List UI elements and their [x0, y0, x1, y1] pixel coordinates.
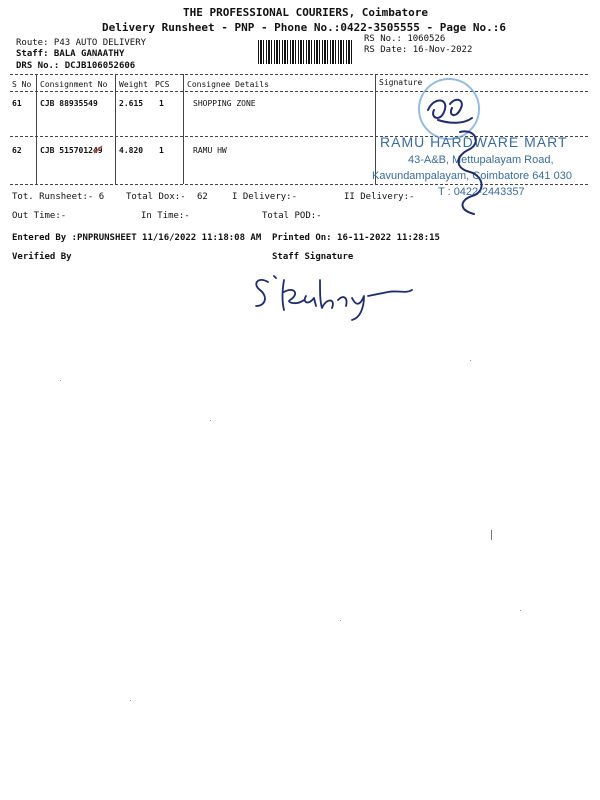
- in-time: In Time:-: [141, 211, 190, 221]
- total-dox-value: 62: [197, 192, 208, 202]
- row-weight: 4.820: [119, 146, 144, 155]
- staff-label: Staff: BALA GANAATHY: [16, 49, 125, 59]
- staff-signature-label: Staff Signature: [272, 252, 354, 262]
- drs-number: DRS No.: DCJB106052606: [16, 61, 136, 71]
- stamp-phone: T : 0422-2443357: [438, 186, 525, 198]
- col-header-consignee: Consignee Details: [187, 80, 269, 89]
- row-sno: 62: [12, 146, 22, 155]
- receiver-signature-icon: [420, 88, 500, 223]
- printed-on: Printed On: 16-11-2022 11:28:15: [272, 233, 440, 243]
- row-pcs: 1: [159, 146, 164, 155]
- scan-speck: [60, 380, 61, 381]
- col-divider: [36, 74, 37, 184]
- row-consignee: SHOPPING ZONE: [193, 99, 256, 108]
- table-top-rule: [10, 74, 588, 75]
- staff-signature-icon: [248, 262, 424, 322]
- stamp-address: 43-A&B, Mettupalayam Road,: [408, 154, 554, 166]
- barcode: [258, 40, 354, 64]
- scan-speck: [520, 610, 521, 611]
- tick-mark-icon: [92, 142, 110, 156]
- scan-speck: [210, 420, 211, 421]
- rs-date: RS Date: 16-Nov-2022: [364, 45, 473, 55]
- i-delivery: I Delivery:-: [232, 192, 298, 202]
- out-time: Out Time:-: [12, 211, 67, 221]
- scan-speck: [130, 700, 131, 701]
- rs-number: RS No.: 1060526: [364, 34, 446, 44]
- row-consignment: CJB 88935549: [40, 99, 98, 108]
- ii-delivery: II Delivery:-: [344, 192, 415, 202]
- row-consignment: CJB 515701249: [40, 146, 103, 155]
- row-pcs: 1: [159, 99, 164, 108]
- table-header-rule: [10, 91, 588, 92]
- row-sno: 61: [12, 99, 22, 108]
- col-header-weight: Weight: [119, 80, 148, 89]
- col-divider: [115, 74, 116, 184]
- route-label: Route: P43 AUTO DELIVERY: [16, 38, 147, 48]
- col-divider: [183, 74, 184, 184]
- tot-runsheet: Tot. Runsheet:- 6: [12, 192, 105, 202]
- scan-mark: [491, 530, 492, 540]
- entered-by: Entered By :PNPRUNSHEET 11/16/2022 11:18:08 AM: [12, 233, 262, 243]
- total-pod: Total POD:-: [262, 211, 322, 221]
- scan-speck: [340, 620, 341, 621]
- verified-by: Verified By: [12, 252, 72, 262]
- stamp-city: Kavundampalayam, Coimbatore 641 030: [372, 170, 572, 182]
- row-consignee: RAMU HW: [193, 146, 227, 155]
- col-header-signature: Signature: [379, 78, 423, 87]
- company-title: THE PROFESSIONAL COURIERS, Coimbatore: [183, 6, 429, 19]
- col-header-pcs: PCS: [155, 80, 170, 89]
- col-header-consignment: Consignment No: [40, 80, 108, 89]
- stamp-name: RAMU HARDWARE MART: [380, 134, 568, 150]
- scan-speck: [470, 360, 471, 361]
- runsheet-title: Delivery Runsheet - PNP - Phone No.:0422-3505555 - Page No.:6: [102, 21, 506, 34]
- col-header-sno: S No: [12, 80, 32, 89]
- total-dox-label: Total Dox:-: [126, 192, 186, 202]
- row-weight: 2.615: [119, 99, 144, 108]
